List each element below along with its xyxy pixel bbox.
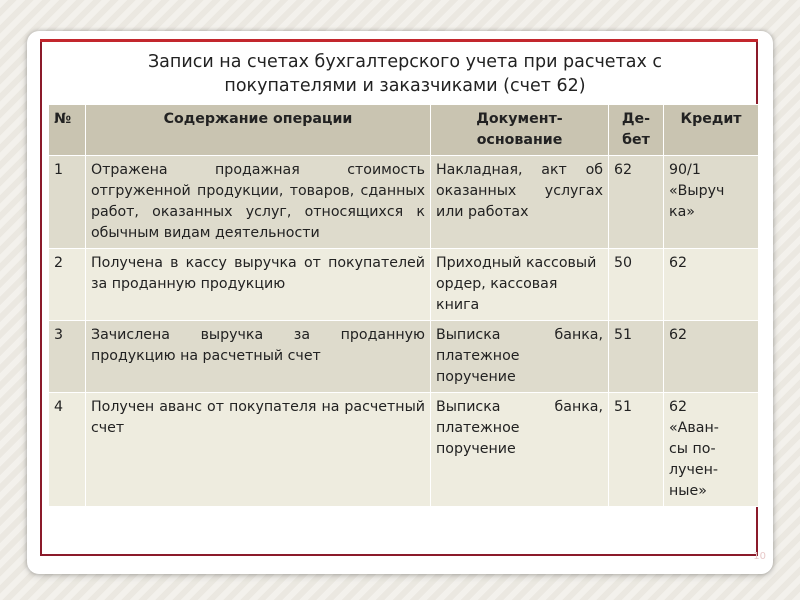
credit-line: 90/1 [669,162,701,178]
cell-content: Отражена продажная стоимость отгруженной продукции, товаров, сданных работ, оказанных услуг, относящихся к обычным видам деятельности [86,156,431,249]
credit-line: «Выруч [669,183,725,199]
credit-line: ка» [669,204,695,220]
slide-number: 10 [753,551,766,562]
cell-doc: Выписка банка, платежное поручение [431,393,609,507]
cell-doc: Приходный кассовый ордер, кассовая книга [431,249,609,321]
title-line-2: покупателями и заказчиками (счет 62) [224,76,586,96]
credit-line: «Аван- [669,420,719,436]
header-content: Содержание операции [86,105,431,156]
cell-doc: Выписка банка, платежное поручение [431,321,609,393]
cell-credit [664,393,759,507]
header-doc-line1: Документ- [476,111,563,127]
header-doc [431,105,609,156]
credit-line: лучен-ные» [669,462,718,499]
cell-content: Зачислена выручка за проданную продукцию на расчетный счет [86,321,431,393]
table-row [49,321,759,393]
cell-credit: 62 [664,321,759,393]
header-credit: Кредит [664,105,759,156]
table-row [49,156,759,249]
header-debit-line1: Де- [621,111,651,127]
cell-num: 3 [49,321,86,393]
cell-credit: 62 [664,249,759,321]
cell-content: Получена в кассу выручка от покупателей за проданную продукцию [86,249,431,321]
title-line-1: Записи на счетах бухгалтерского учета при расчетах с [147,52,663,72]
cell-debit: 51 [609,321,664,393]
table-row [49,249,759,321]
cell-doc: Накладная, акт об оказанных услугах или работах [431,156,609,249]
cell-num: 4 [49,393,86,507]
header-debit-line2: бет [622,132,650,148]
cell-debit: 50 [609,249,664,321]
cell-debit: 51 [609,393,664,507]
slide-title [95,50,715,98]
accounting-table [48,104,759,507]
credit-line: 62 [669,399,688,415]
table-header-row [49,105,759,156]
cell-num: 1 [49,156,86,249]
table-row [49,393,759,507]
cell-num: 2 [49,249,86,321]
cell-content: Получен аванс от покупателя на расчетный счет [86,393,431,507]
credit-line: сы по- [669,441,716,457]
cell-debit: 62 [609,156,664,249]
header-num: № [49,105,86,156]
cell-credit [664,156,759,249]
header-debit [609,105,664,156]
header-doc-line2: основание [476,132,563,148]
